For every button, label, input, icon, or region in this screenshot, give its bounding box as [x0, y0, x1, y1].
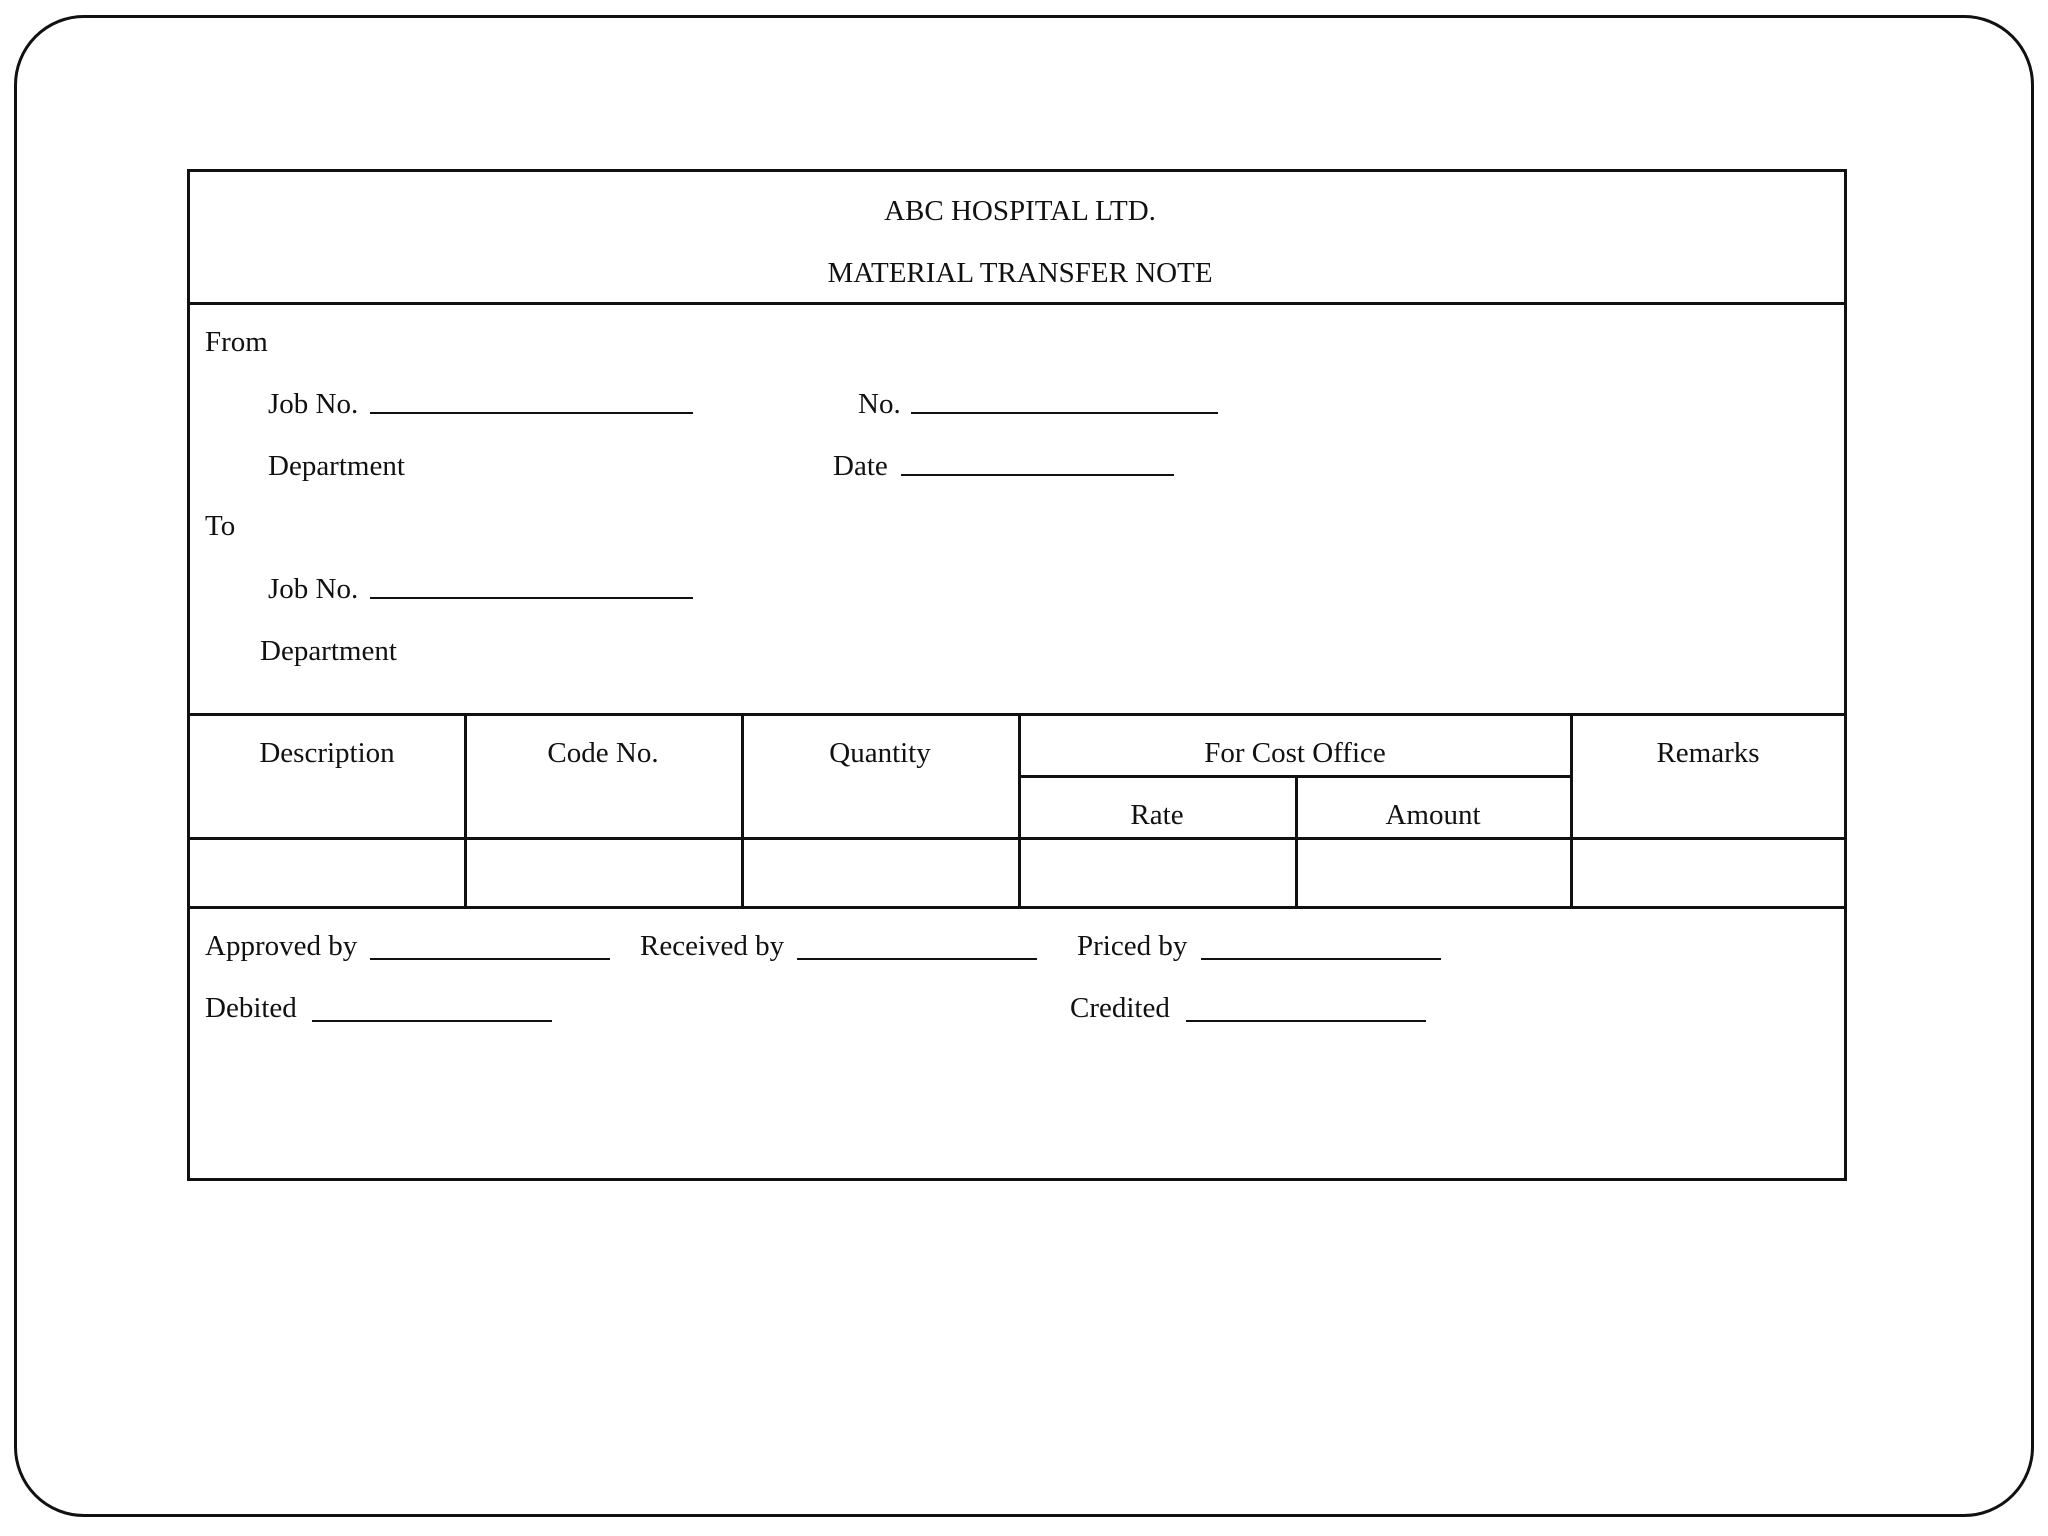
from-department-label: Department [268, 450, 405, 482]
code-no-header: Code No. [547, 737, 659, 769]
header-divider [190, 302, 1844, 305]
description-header: Description [259, 737, 395, 769]
no-field[interactable] [911, 412, 1218, 414]
from-job-no-field[interactable] [370, 412, 693, 414]
to-department-label: Department [260, 635, 397, 667]
quantity-cell[interactable] [744, 840, 1017, 906]
company-name: ABC HOSPITAL LTD. [884, 195, 1156, 227]
table-bottom-border [190, 906, 1844, 909]
cost-office-subdivider [1018, 775, 1570, 778]
code-no-cell[interactable] [467, 840, 740, 906]
approved-by-field[interactable] [370, 958, 610, 960]
to-job-no-label: Job No. [268, 573, 359, 605]
form-title: MATERIAL TRANSFER NOTE [827, 257, 1213, 289]
table-top-border [190, 713, 1844, 716]
priced-by-label: Priced by [1077, 930, 1188, 962]
credited-field[interactable] [1186, 1020, 1426, 1022]
material-transfer-note-form [187, 169, 1847, 1181]
for-cost-office-header: For Cost Office [1204, 737, 1386, 769]
debited-field[interactable] [312, 1020, 552, 1022]
amount-cell[interactable] [1298, 840, 1569, 906]
description-cell[interactable] [193, 840, 463, 906]
to-label: To [205, 510, 236, 542]
no-label: No. [858, 388, 901, 420]
rate-header: Rate [1130, 799, 1184, 831]
quantity-header: Quantity [829, 737, 931, 769]
amount-header: Amount [1385, 799, 1481, 831]
approved-by-label: Approved by [205, 930, 358, 962]
date-field[interactable] [901, 474, 1174, 476]
rate-cell[interactable] [1021, 840, 1294, 906]
debited-label: Debited [205, 992, 297, 1024]
received-by-label: Received by [640, 930, 785, 962]
priced-by-field[interactable] [1201, 958, 1441, 960]
from-job-no-label: Job No. [268, 388, 359, 420]
remarks-header: Remarks [1656, 737, 1760, 769]
received-by-field[interactable] [797, 958, 1037, 960]
date-label: Date [833, 450, 888, 482]
remarks-cell[interactable] [1573, 840, 1844, 906]
from-label: From [205, 326, 268, 358]
credited-label: Credited [1070, 992, 1170, 1024]
to-job-no-field[interactable] [370, 597, 693, 599]
